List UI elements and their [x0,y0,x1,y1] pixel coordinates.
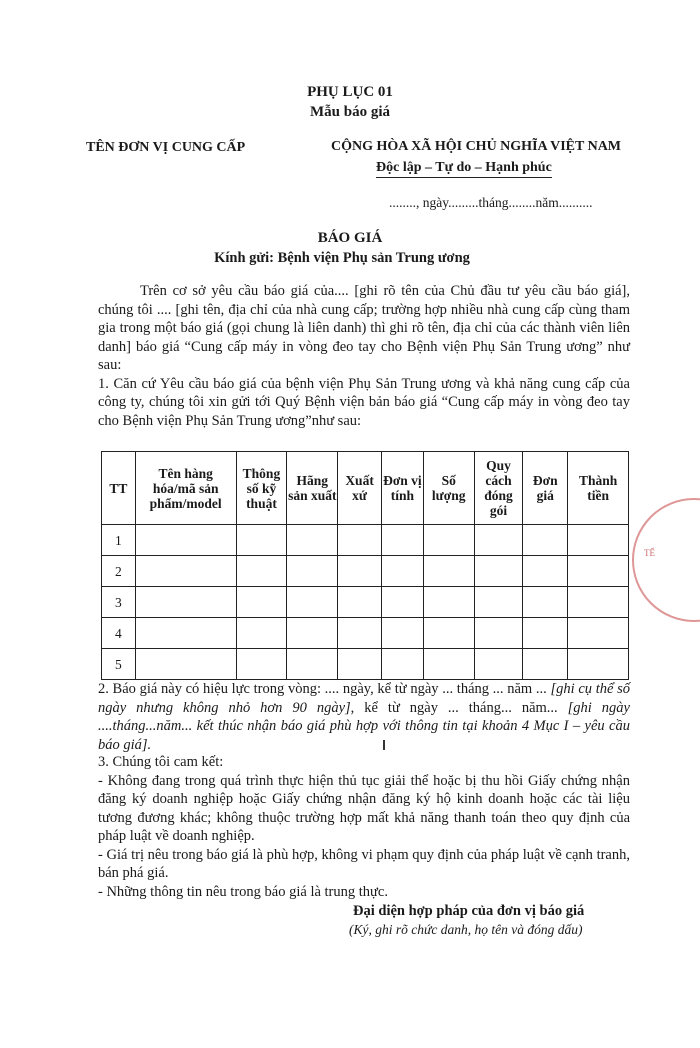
table-cell [135,618,236,649]
recipient-line: Kính gửi: Bệnh viện Phụ sản Trung ương [214,250,470,266]
document-title: BÁO GIÁ [317,230,383,246]
table-cell [474,587,523,618]
red-stamp-fragment [632,498,700,622]
item1-text: 1. Căn cứ Yêu cầu báo giá của bệnh viện Phụ Sản Trung ương và khả năng cung cấp của công ty, chúng tôi xin gửi tới Quý Bệnh viện bản báo giá “Cung cấp máy in vòng đeo tay cho Bệnh viện Phụ Sản Trung ương”như sau: [98,375,630,429]
table-cell [338,556,382,587]
table-cell [135,556,236,587]
table-cell [135,587,236,618]
table-cell [236,587,287,618]
table-row [102,556,629,587]
appendix-title: PHỤ LỤC 01 [307,84,393,100]
table-cell [523,587,568,618]
column-header: Đơn vị tính [381,452,423,525]
table-cell [423,525,474,556]
column-header: Đơn giá [523,452,568,525]
intro-paragraph [98,282,630,430]
table-cell [381,587,423,618]
table-cell [568,649,629,680]
table-cell [523,525,568,556]
column-header: TT [102,452,136,525]
column-header: Xuất xứ [338,452,382,525]
table-cell [568,587,629,618]
column-header: Thành tiền [568,452,629,525]
table-row [102,587,629,618]
table-cell [236,649,287,680]
stamp-text: TẾ [644,548,655,558]
table-cell [381,556,423,587]
table-cell [287,556,338,587]
table-cell [338,587,382,618]
table-cell [338,649,382,680]
table-cell [423,618,474,649]
commitment-title: 3. Chúng tôi cam kết: [98,754,224,770]
row-number: 1 [102,525,136,556]
table-cell [236,525,287,556]
signature-title: Đại diện hợp pháp của đơn vị báo giá [353,903,585,919]
table-cell [474,649,523,680]
table-cell [474,618,523,649]
table-cell [381,618,423,649]
supplier-label: TÊN ĐƠN VỊ CUNG CẤP [86,140,246,155]
table-cell [568,618,629,649]
column-header: Tên hàng hóa/mã sản phẩm/model [135,452,236,525]
table-cell [135,525,236,556]
table-cell [287,618,338,649]
table-cell [287,587,338,618]
validity-text: 2. Báo giá này có hiệu lực trong vòng: .... ngày, kể từ ngày ... tháng ... năm ... [98,681,551,697]
table-cell [568,525,629,556]
table-cell [338,525,382,556]
intro-text: Trên cơ sở yêu cầu báo giá của.... [ghi rõ tên của Chủ đầu tư yêu cầu báo giá], chúng tôi .... [ghi tên, địa chỉ của nhà cung cấp; trường hợp nhiều nhà cung cấp cùng tham gia trong một báo giá (gọi chung là liên danh) thì ghi rõ tên, địa chỉ của các thành viên liên danh] báo giá “Cung cấp máy in vòng đeo tay cho Bệnh viện Phụ Sản Trung ương” như sau: [98,283,630,373]
table-cell [423,649,474,680]
table-cell [474,525,523,556]
column-header: Hãng sản xuất [287,452,338,525]
column-header: Thông số kỹ thuật [236,452,287,525]
form-name: Mẫu báo giá [309,104,390,120]
table-cell [287,525,338,556]
validity-note: [ghi cụ thể số ngày nhưng không nhỏ hơn 90 ngày] [98,681,630,716]
table-cell [236,618,287,649]
quote-table [101,451,629,680]
date-line: ........, ngày.........tháng........năm.......... [389,195,593,210]
table-row [102,618,629,649]
validity-mid: , kể từ ngày ... tháng... năm... [350,699,568,716]
table-cell [236,556,287,587]
row-number: 4 [102,618,136,649]
table-row [102,649,629,680]
signature-note: (Ký, ghi rõ chức danh, họ tên và đóng dấu) [349,922,583,937]
table-cell [381,649,423,680]
nation-name: CỘNG HÒA XÃ HỘI CHỦ NGHĨA VIỆT NAM [331,139,622,154]
motto: Độc lập – Tự do – Hạnh phúc [376,158,552,178]
validity-end-note: [ghi ngày ....tháng...năm... kết thúc nhận báo giá phù hợp với thông tin tại khoản 4 Mục I – yêu cầu báo giá]. [98,699,630,753]
scan-mark [383,740,385,750]
table-cell [423,556,474,587]
table-cell [381,525,423,556]
table-cell [523,649,568,680]
commitment-item: - Những thông tin nêu trong báo giá là trung thực. [98,883,388,900]
table-cell [474,556,523,587]
row-number: 5 [102,649,136,680]
commitment-item: - Không đang trong quá trình thực hiện thủ tục giải thể hoặc bị thu hồi Giấy chứng nhận đăng ký doanh nghiệp hoặc Giấy chứng nhận đăng ký hộ kinh doanh hoặc các tài liệu tương đương khác; không thuộc trường hợp mất khả năng thanh toán theo quy định của pháp luật về doanh nghiệp. [98,772,630,844]
commitment-item: - Giá trị nêu trong báo giá là phù hợp, không vi phạm quy định của pháp luật về cạnh tranh, bán phá giá. [98,846,630,881]
validity-paragraph [98,680,630,754]
table-cell [523,618,568,649]
table-row [102,525,629,556]
table-cell [523,556,568,587]
table-cell [568,556,629,587]
table-header-row [102,452,629,525]
table-cell [423,587,474,618]
row-number: 2 [102,556,136,587]
table-cell [287,649,338,680]
table-cell [135,649,236,680]
column-header: Số lượng [423,452,474,525]
column-header: Quy cách đóng gói [474,452,523,525]
commitment-section [98,753,630,901]
table-cell [338,618,382,649]
row-number: 3 [102,587,136,618]
